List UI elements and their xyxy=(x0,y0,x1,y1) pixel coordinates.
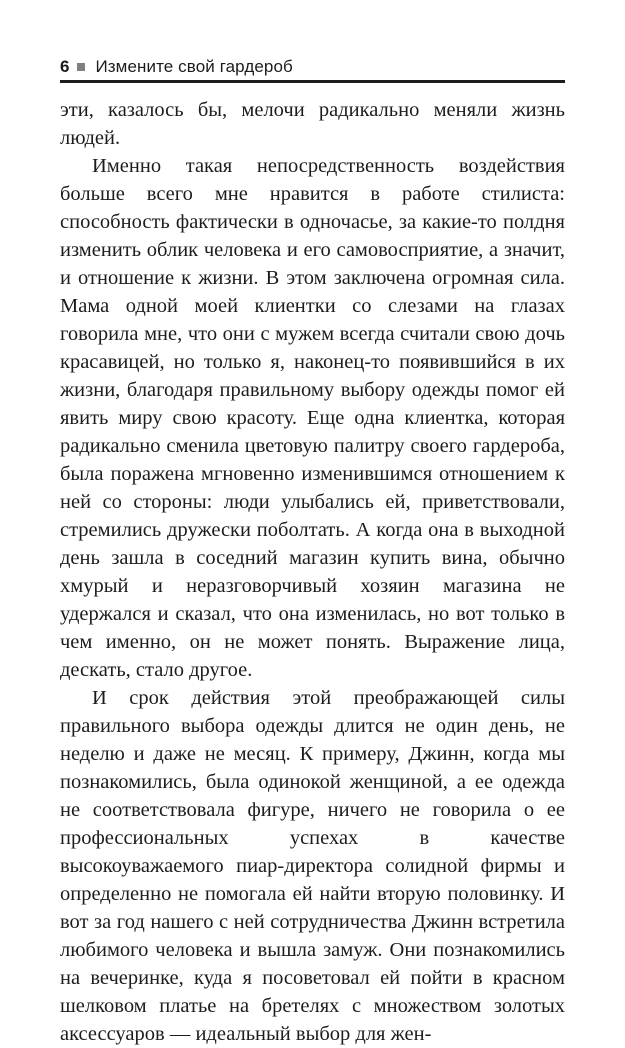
chapter-title: Измените свой гардероб xyxy=(95,57,293,76)
running-header xyxy=(60,54,565,83)
paragraph-stylist-impact: Именно такая непосредственность воздействия больше всего мне нравится в работе стилиста: способность фактически в одночасье, за какие-то полдня изменить облик человека и его самовосприятие, а значит, и отношение к жизни. В этом заключена огромная сила. Мама одной моей клиентки со слезами на глазах говорила мне, что они с мужем всегда считали свою дочь красавицей, но только я, наконец-то появившийся в их жизни, благодаря правильному выбору одежды помог ей явить миру свою красоту. Еще одна клиентка, которая радикально сменила цветовую палитру своего гардероба, была поражена мгновенно изменившимся отношением к ней со стороны: люди улыбались ей, приветствовали, стремились дружески поболтать. А когда она в выходной день зашла в соседний магазин купить вина, обычно хмурый и неразговорчивый хозяин магазина не удержался и сказал, что она изменилась, но вот только в чем именно, он не может понять. Выражение лица, дескать, стало другое. xyxy=(60,155,565,681)
paragraph-lasting-effect: И срок действия этой преображающей силы правильного выбора одежды длится не один день, не неделю и даже не месяц. К примеру, Джинн, когда мы познакомились, была одинокой женщиной, а ее одежда не соответствовала фигуре, ничего не говорила о ее профессиональных успехах в качестве высокоуважаемого пиар-директора солидной фирмы и определенно не помогала ей найти вторую половинку. И вот за год нашего с ней сотрудничества Джинн встретила любимого человека и вышла замуж. Они познакомились на вечеринке, куда я посоветовал ей пойти в красном шелковом платье на бретелях с множеством золотых аксессуаров — идеальный выбор для жен- xyxy=(60,687,565,1045)
page-body xyxy=(60,96,565,1048)
paragraph-continuation: эти, казалось бы, мелочи радикально меняли жизнь людей. xyxy=(60,99,565,149)
square-bullet-icon xyxy=(77,63,85,71)
page-number: 6 xyxy=(60,57,70,76)
